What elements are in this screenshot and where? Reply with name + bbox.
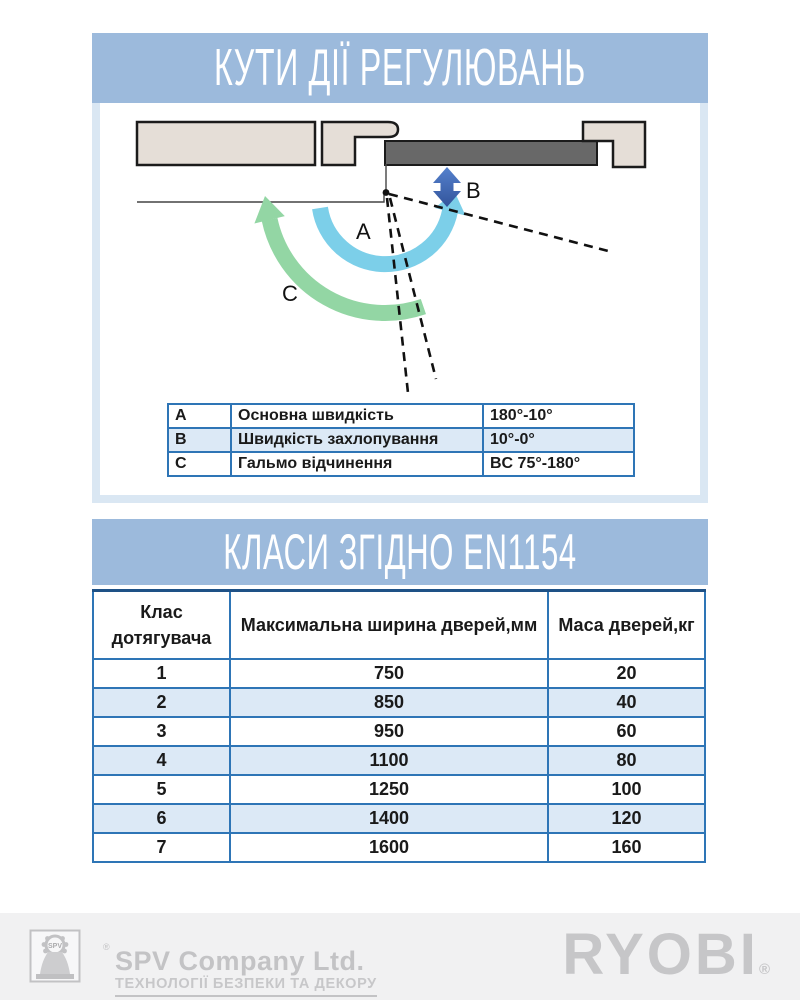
width-cell: 750 (230, 659, 548, 688)
width-cell: 1400 (230, 804, 548, 833)
ryobi-registered-mark: ® (758, 961, 770, 978)
class-cell: 2 (93, 688, 230, 717)
width-cell: 1600 (230, 833, 548, 862)
wall-section-left (137, 122, 315, 165)
classes-title: КЛАСИ ЗГІДНО EN1154 (223, 524, 577, 580)
adjustments-row-b (168, 428, 634, 452)
class-row (93, 804, 705, 833)
mass-cell: 20 (548, 659, 705, 688)
adjustment-key: B (168, 428, 231, 452)
door-closed-dashed-line-left (387, 198, 408, 393)
mass-cell: 100 (548, 775, 705, 804)
adjustment-label: Гальмо відчинення (231, 452, 483, 476)
angles-title: КУТИ ДІЇ РЕГУЛЮВАНЬ (214, 39, 586, 97)
angles-diagram-panel (92, 103, 708, 503)
spv-registered-mark: ® (103, 942, 110, 952)
col-header-mass: Маса дверей,кг (548, 591, 705, 660)
class-row (93, 688, 705, 717)
label-a: A (356, 219, 371, 244)
adjustment-value: BC 75°-180° (483, 452, 634, 476)
door-closed-dashed-line-right (390, 198, 436, 379)
class-row (93, 746, 705, 775)
mass-cell: 80 (548, 746, 705, 775)
class-cell: 5 (93, 775, 230, 804)
col-header-width: Максимальна ширина дверей,мм (230, 591, 548, 660)
class-cell: 3 (93, 717, 230, 746)
arc-c-arrowhead (254, 196, 284, 224)
class-row (93, 833, 705, 862)
footer (0, 913, 800, 1000)
label-b: B (466, 178, 481, 203)
pivot-point (383, 189, 390, 196)
width-cell: 1100 (230, 746, 548, 775)
width-cell: 950 (230, 717, 548, 746)
adjustments-row-c (168, 452, 634, 476)
adjustment-value: 10°-0° (483, 428, 634, 452)
spv-company-name: SPV Company Ltd. (115, 946, 365, 976)
adjustments-row-a (168, 404, 634, 428)
adjustment-label: Основна швидкість (231, 404, 483, 428)
mass-cell: 60 (548, 717, 705, 746)
spv-emblem-icon (29, 929, 81, 983)
class-cell: 7 (93, 833, 230, 862)
wall-line (137, 194, 384, 202)
spv-logo-block (29, 929, 377, 992)
width-cell: 850 (230, 688, 548, 717)
mass-cell: 160 (548, 833, 705, 862)
mass-cell: 40 (548, 688, 705, 717)
door-closer-body (385, 141, 597, 165)
class-cell: 1 (93, 659, 230, 688)
col-header-class: Клас дотягувача (93, 591, 230, 660)
en1154-classes-table (92, 589, 706, 863)
adjustment-label: Швидкість захлопування (231, 428, 483, 452)
adjustment-key: C (168, 452, 231, 476)
spv-emblem-baseline (36, 974, 74, 979)
class-row (93, 659, 705, 688)
section-adjustment-angles (92, 33, 708, 503)
arc-a-main-speed (320, 208, 450, 264)
label-c: C (282, 281, 298, 306)
class-cell: 4 (93, 746, 230, 775)
mass-cell: 120 (548, 804, 705, 833)
ryobi-logo-block (562, 923, 770, 987)
class-row (93, 717, 705, 746)
adjustment-key: A (168, 404, 231, 428)
adjustments-table (167, 403, 635, 477)
class-row (93, 775, 705, 804)
classes-header-row (93, 591, 705, 660)
spv-emblem-text: SPV (47, 943, 63, 950)
width-cell: 1250 (230, 775, 548, 804)
class-cell: 6 (93, 804, 230, 833)
section-en1154-classes (92, 519, 708, 863)
spv-tagline: ТЕХНОЛОГІЇ БЕЗПЕКИ ТА ДЕКОРУ (115, 976, 377, 997)
classes-title-band (92, 519, 708, 585)
spv-text-block (115, 947, 377, 997)
adjustment-value: 180°-10° (483, 404, 634, 428)
ryobi-brand: RYOBI (562, 922, 759, 987)
angles-title-band (92, 33, 708, 103)
